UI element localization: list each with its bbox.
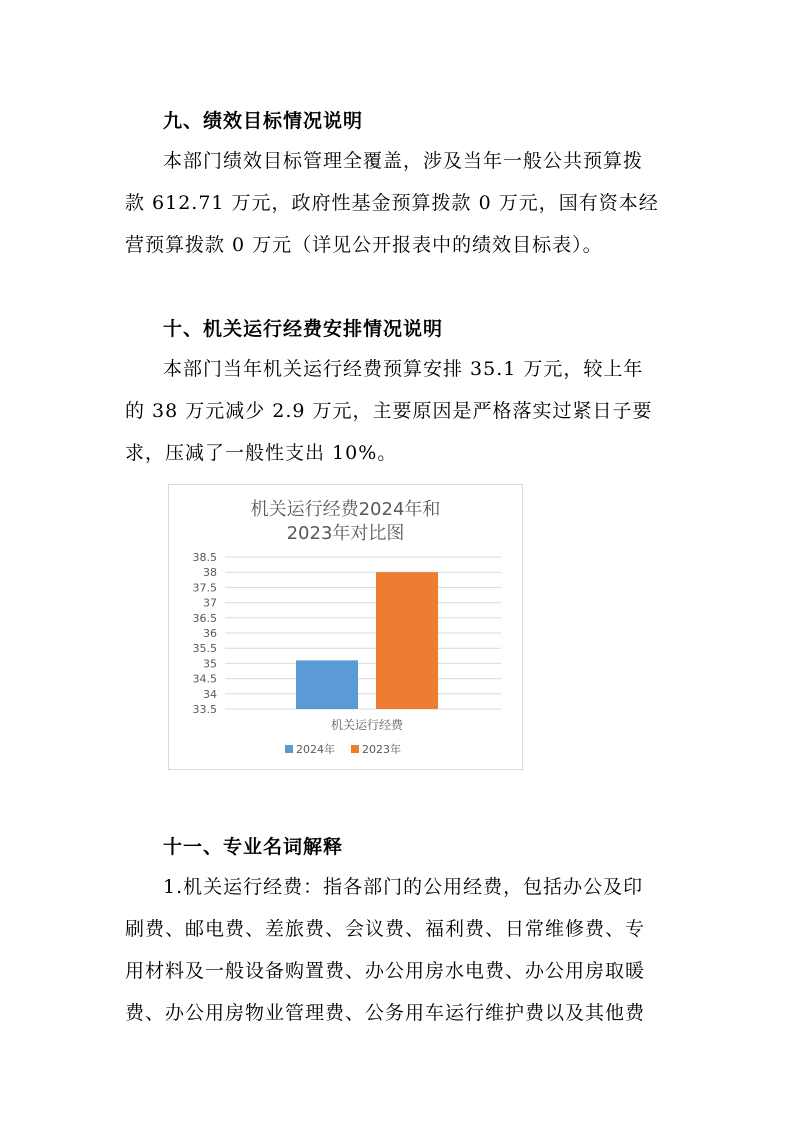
- x-category-label: 机关运行经费: [330, 718, 404, 732]
- section-10-line-1: 本部门当年机关运行经费预算安排 35.1 万元，较上年: [163, 358, 644, 380]
- y-tick-label: 36.5: [192, 611, 217, 625]
- y-tick-label: 38: [203, 566, 217, 580]
- bar-2023年: [376, 572, 438, 709]
- legend-swatch-2024年: [285, 745, 293, 753]
- chart-title-line-2: 2023年对比图: [286, 523, 405, 544]
- legend-label: 2024年: [296, 743, 335, 756]
- y-tick-label: 37.5: [192, 581, 217, 595]
- y-tick-label: 37: [203, 596, 217, 610]
- y-tick-label: 36: [203, 627, 217, 640]
- section-10-line-2: 的 38 万元减少 2.9 万元，主要原因是严格落实过紧日子要: [125, 400, 653, 422]
- bar-chart: [168, 484, 523, 770]
- section-9-line-1: 本部门绩效目标管理全覆盖，涉及当年一般公共预算拨: [163, 150, 644, 172]
- section-11-line-1: 1.机关运行经费：指各部门的公用经费，包括办公及印: [163, 876, 644, 898]
- section-11-line-2: 刷费、邮电费、差旅费、会议费、福利费、日常维修费、专: [125, 918, 646, 940]
- legend-swatch-2023年: [351, 745, 359, 753]
- section-10-line-3: 求，压减了一般性支出 10%。: [125, 442, 398, 464]
- y-tick-label: 34: [203, 687, 217, 701]
- section-10-heading: 十、机关运行经费安排情况说明: [163, 318, 444, 340]
- section-11-line-3: 用材料及一般设备购置费、办公用房水电费、办公用房取暖: [125, 960, 646, 982]
- section-11-line-4: 费、办公用房物业管理费、公务用车运行维护费以及其他费: [125, 1002, 646, 1024]
- chart-plot: [169, 485, 522, 769]
- section-9-line-2: 款 612.71 万元，政府性基金预算拨款 0 万元，国有资本经: [125, 192, 659, 214]
- y-tick-label: 33.5: [192, 703, 217, 716]
- y-tick-label: 38.5: [192, 551, 217, 564]
- bar-2024年: [296, 660, 358, 709]
- y-tick-label: 34.5: [192, 672, 217, 686]
- section-11-heading: 十一、专业名词解释: [163, 836, 344, 858]
- section-9-heading: 九、绩效目标情况说明: [163, 110, 364, 132]
- section-9-line-3: 营预算拨款 0 万元（详见公开报表中的绩效目标表）。: [125, 234, 603, 256]
- y-tick-label: 35.5: [192, 642, 217, 656]
- chart-title-line-1: 机关运行经费2024年和: [250, 499, 441, 520]
- legend-label: 2023年: [362, 743, 401, 756]
- y-tick-label: 35: [203, 657, 217, 671]
